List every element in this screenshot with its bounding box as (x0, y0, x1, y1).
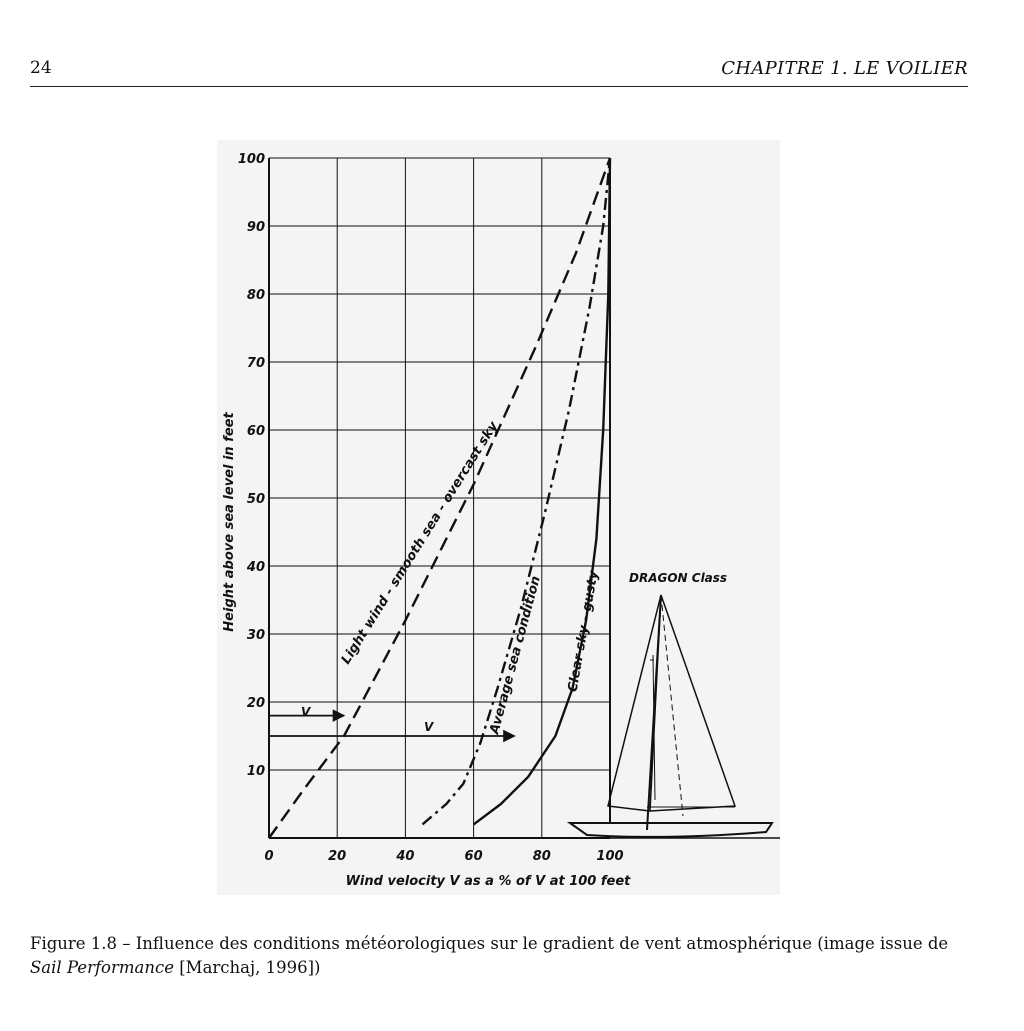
x-tick-label: 80 (532, 849, 551, 864)
wind-gradient-chart (217, 140, 780, 895)
y-tick-label: 40 (246, 560, 265, 575)
x-tick-label: 0 (264, 849, 274, 864)
dragon-boat-illustration (567, 595, 780, 838)
y-tick-label: 60 (246, 424, 265, 439)
page-header (30, 56, 968, 87)
velocity-label-1: V (301, 705, 311, 719)
y-tick-label: 90 (246, 220, 265, 235)
tick-labels (238, 152, 624, 864)
curve-label-clear-sky: Clear sky - gusty (565, 569, 602, 694)
caption-text: Figure 1.8 – Influence des conditions météorologiques sur le gradient de vent atmosphérique (image issue de (30, 934, 949, 953)
y-tick-label: 20 (246, 696, 265, 711)
x-axis-label: Wind velocity V as a % of V at 100 feet (345, 874, 631, 889)
y-tick-label: 80 (246, 288, 265, 303)
y-axis-label: Height above sea level in feet (222, 412, 237, 632)
boat-class-label: DRAGON Class (629, 571, 728, 585)
curve-label-average-sea: Average sea condition (487, 574, 544, 736)
y-tick-label: 30 (246, 628, 265, 643)
curve-label-light-wind: Light wind - smooth sea - overcast sky (338, 419, 502, 668)
x-tick-label: 40 (396, 849, 415, 864)
y-tick-label: 10 (246, 764, 265, 779)
x-tick-label: 20 (328, 849, 347, 864)
x-tick-label: 60 (464, 849, 483, 864)
y-tick-label: 50 (246, 492, 265, 507)
figure-caption (30, 932, 970, 980)
chapter-title: CHAPITRE 1. LE VOILIER (721, 58, 968, 79)
figure (217, 140, 780, 895)
caption-citation: [Marchaj, 1996]) (179, 958, 321, 977)
velocity-label-2: V (424, 720, 434, 734)
y-tick-label: 100 (237, 152, 265, 167)
y-tick-label: 70 (246, 356, 265, 371)
caption-source-title: Sail Performance (30, 958, 174, 977)
x-tick-label: 100 (596, 849, 624, 864)
page-number: 24 (30, 58, 52, 78)
